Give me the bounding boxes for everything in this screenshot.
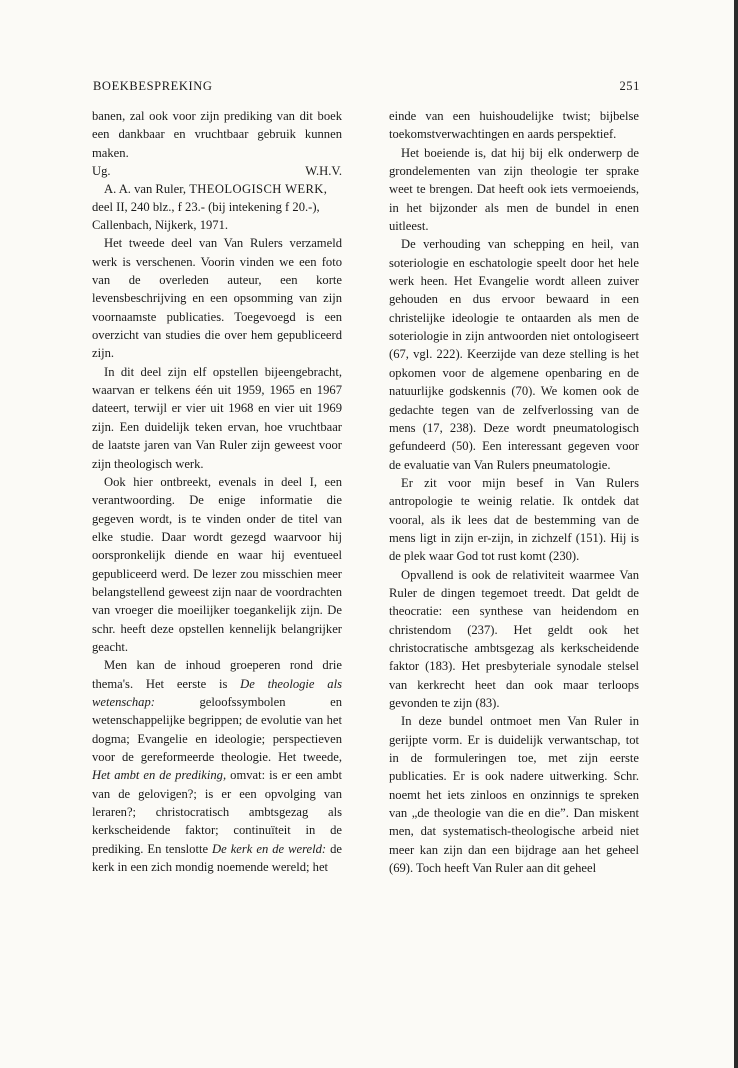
theme-title: De theologie als wetenschap: [92,676,342,709]
section-title: BOEKBESPREKING [93,79,213,93]
paragraph: De verhouding van schepping en heil, van soteriologie en eschatologie speelt door het hele werk heen. Het Evangelie wordt alleen zuiver gehouden en dus ervoor bewaard in een christelijke ideologie te ontaarden als men de soteriologie in zijn antwoorden niet ontologiseert (67, vgl. 222). Keerzijde van deze stelling is het opkomen voor de algemene openbaring en de natuurlijke godskennis (70). We komen ook de gedachte tegen van de zelfverlossing van de mens (17, 238). Deze wordt pneumatologisch gefundeerd (50). Een interessant gegeven voor de evaluatie van Van Rulers pneumatologie. [389,237,639,472]
paragraph: In deze bundel ontmoet men Van Ruler in gerijpte vorm. Er is duidelijk verwantschap, tot in de formuleringen toe, met zijn eerste publicaties. Er is ook nadere uitwerking. Schr. noemt het iets zinloos en onzinnigs te spreken van „de theologie van die en die”. Dan miskent men, dat systematisch-theologische arbeid niet meer kan zijn dan een bijdrage aan het geheel (69). Toch heeft Van Ruler aan dit geheel [389,714,639,876]
book-citation [92,180,342,234]
previous-review-ending: banen, zal ook voor zijn prediking van dit boek een dankbaar en vruchtbaar gebruik kunnen maken. [92,109,342,160]
theme-title: De kerk en de wereld: [212,841,327,856]
right-column [389,107,639,877]
page-number: 251 [619,79,640,93]
theme-text: de kerk in een zich mondig noemende wereld; het [92,841,342,875]
book-title: THEOLOGISCH WERK [189,182,324,197]
review-signature [92,162,342,180]
signature-place: Ug. [92,164,111,179]
paragraph: Het tweede deel van Van Rulers verzameld werk is verschenen. Voorin vinden we een foto van de overleden auteur, een korte levensbeschrijving en een opsomming van zijn voornaamste publicaties. Toegevoegd is een overzicht van studies die over hem gepubliceerd zijn. [92,236,342,361]
theme-title: Het ambt en de prediking, [92,768,227,783]
book-author: A. A. van Ruler, [104,182,190,197]
paragraph-continued: einde van een huishoudelijke twist; bijbelse toekomstverwachtingen en aards perspektief. [389,109,639,142]
theme-text: geloofssymbolen en wetenschappelijke begrippen; de evolutie van het dogma; Evangelie en ideologie; perspectieven voor de gereformeerde theologie. Het tweede, [92,694,342,764]
paragraph: Opvallend is ook de relativiteit waarmee Van Ruler de dingen tegemoet treedt. Dat geldt de theocratie: een synthese van heidendom en christendom (237). Het geldt ook het christocratische ambtsgezag als kerkscheidende faktor (183). Het presbyteriale synodale stelsel van kerkrecht heet dan ook maar terloops gevonden te zijn (83). [389,567,639,710]
book-details: , deel II, 240 blz., f 23.- (bij intekening f 20.-), Callenbach, Nijkerk, 1971. [92,182,327,233]
paragraph: Ook hier ontbreekt, evenals in deel I, een verantwoording. De enige informatie die gegeven wordt, is te vinden onder de titel van elke studie. Daar wordt gezegd waarvoor hij oorspronkelijk diende en waar hij eventueel gepubliceerd werd. De lezer zou misschien meer belangstellend geweest zijn naar de voordrachten van vroeger die moeilijker toegankelijk zijn. De schr. heeft deze opstellen kennelijk belangrijker geacht. [92,474,342,654]
paragraph: Het boeiende is, dat hij bij elk onderwerp de grondelementen van zijn theologie ter sprake weet te brengen. Dat heeft ook iets vermoeiends, in het bijzonder als men de bundel in enen uitleest. [389,145,639,234]
themes-paragraph [92,656,342,876]
themes-intro: Men kan de inhoud groeperen rond drie thema's. Het eerste is [92,658,342,691]
signature-initials: W.H.V. [305,164,342,179]
paragraph: Er zit voor mijn besef in Van Rulers antropologie te weinig relatie. Ik ontdek dat vooral, als ik lees dat de bestemming van de mens ligt in zijn er-zijn, in zichzelf (151). Hij is de plek waar God tot rust komt (230). [389,475,639,564]
theme-text: omvat: is er een ambt van de gelovigen?; is er een opvolging van leraren?; christocratisch ambtsgezag als kerkscheidende faktor; continuïteit in de prediking. En tenslotte [92,768,343,856]
left-column [92,107,342,876]
scan-border [734,0,738,1068]
paragraph: In dit deel zijn elf opstellen bijeengebracht, waarvan er telkens één uit 1959, 1965 en 1967 dateert, terwijl er vier uit 1968 en vier uit 1969 zijn. Een duidelijk teken ervan, hoe vruchtbaar de laatste jaren van Van Ruler zijn geweest voor zijn theologisch werk. [92,364,342,471]
